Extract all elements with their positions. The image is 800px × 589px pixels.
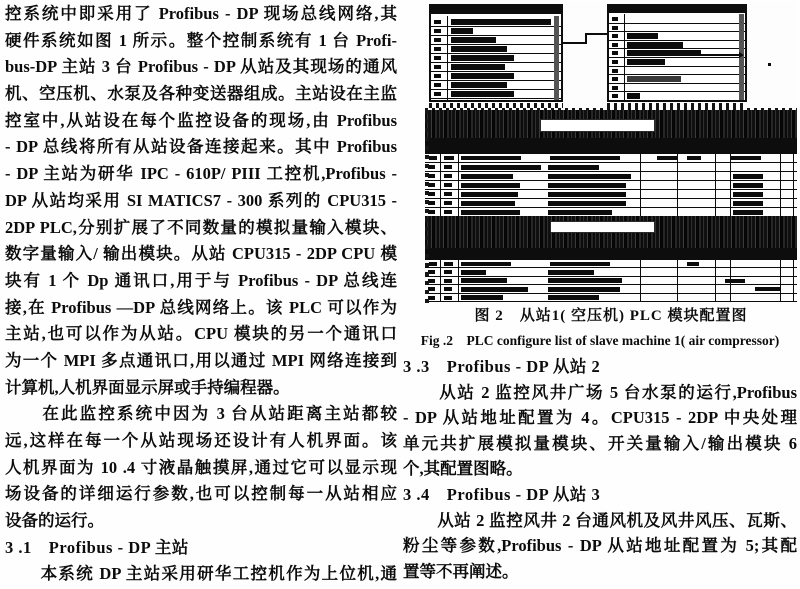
rack-row-divider <box>431 53 561 54</box>
table-grid-line <box>715 153 716 217</box>
slot-number-mark <box>434 74 441 78</box>
column-header-text-bit <box>550 156 620 160</box>
module-name-bar <box>451 28 473 34</box>
row-icon-mark <box>428 192 435 196</box>
rack-row-divider <box>609 83 745 84</box>
address-text-bit <box>755 287 781 291</box>
text-line: 单元共扩展模拟量模块、开关量输入/输出模块 6 <box>403 433 797 453</box>
rack-row-divider <box>609 23 745 24</box>
address-text-bit <box>733 174 763 179</box>
slot-number-mark <box>444 210 452 214</box>
column-header-text-bit <box>550 262 610 266</box>
module-name-bar <box>461 270 486 275</box>
figure-caption-english: Fig .2 PLC configure list of slave machine 1( air compressor) <box>420 333 780 348</box>
table-rule <box>425 267 797 268</box>
text-line: 粉尘等参数,Profibus - DP 从站地址配置为 5;其配 <box>403 536 797 556</box>
rack-row-divider <box>431 98 561 99</box>
slot-number-mark <box>434 56 441 60</box>
order-number-bar <box>548 192 626 198</box>
module-name-bar <box>461 287 528 292</box>
profibus-connector-line <box>563 42 587 44</box>
table-row-divider <box>425 293 797 294</box>
text-line: 场设备的详细运行参数,也可以控制每一从站相应 <box>5 484 397 504</box>
right-text-column <box>403 354 797 584</box>
text-line: bus-DP 主站 3 台 Profibus - DP 从站及其现场的通风 <box>5 57 397 77</box>
text-line: 本系统 DP 主站采用研华工控机作为上位机,通 <box>5 564 397 584</box>
table-grid-line <box>780 260 781 302</box>
profibus-connector-line <box>585 34 587 44</box>
table-grid-line <box>793 153 794 217</box>
table-row-divider <box>425 180 797 181</box>
rack-row-divider <box>609 66 745 67</box>
address-text-bit <box>733 183 763 188</box>
slot-number-mark <box>434 47 441 51</box>
plc-config-screenshot-figure <box>425 2 797 305</box>
order-number-bar <box>548 210 612 216</box>
rack-grid-line <box>447 16 448 100</box>
module-name-bar <box>451 46 507 52</box>
row-icon-mark <box>428 287 435 291</box>
row-icon-mark <box>428 270 435 274</box>
table-top-rule <box>425 153 797 154</box>
order-number-bar <box>548 183 626 189</box>
text-line: 远,这样在每一个从站现场还设计有人机界面。该 <box>5 431 397 450</box>
address-text-bit <box>725 279 745 283</box>
text-line: 接,在 Profibus —DP 总线网络上。该 PLC 可以作为 <box>5 297 397 317</box>
module-name-bar <box>461 201 515 207</box>
address-text-bit <box>733 192 763 197</box>
module-name-bar <box>451 19 551 25</box>
rack-row-divider <box>431 62 561 63</box>
slot-number-mark <box>444 270 452 274</box>
module-name-bar <box>461 174 513 180</box>
text-line: 块有 1 个 Dp 通讯口,用于与 Profibus - DP 总线连 <box>5 270 397 290</box>
slot-number-mark <box>434 92 441 96</box>
table-grid-line <box>458 260 459 302</box>
module-name-bar <box>461 295 503 300</box>
column-header-text-bit <box>444 156 454 160</box>
text-line: 在此监控系统中因为 3 台从站距离主站都较 <box>5 404 397 424</box>
row-icon-mark <box>428 183 435 187</box>
module-name-bar <box>451 37 496 43</box>
row-icon-mark <box>428 174 435 178</box>
slot-number-mark <box>444 287 452 291</box>
table-grid-line <box>458 153 459 217</box>
address-text-bit <box>733 201 763 206</box>
left-text-column <box>5 1 397 588</box>
slot-number-mark <box>612 26 618 30</box>
slot-number-mark <box>444 296 452 300</box>
text-line: - DP 从站地址配置为 4。CPU315 - 2DP 中央处理 <box>403 408 797 428</box>
column-header-text-bit <box>461 156 521 160</box>
text-line: 个,其配置图略。 <box>403 459 523 479</box>
module-name-bar <box>451 73 514 79</box>
slot-number-mark <box>444 192 452 196</box>
table-row-divider <box>425 198 797 199</box>
rack-window-right-titlebar <box>609 6 745 13</box>
rack-row-divider <box>609 100 745 101</box>
order-number-bar <box>548 295 599 300</box>
module-name-bar <box>461 165 541 171</box>
slot-number-mark <box>612 43 618 47</box>
row-icon-mark <box>428 201 435 205</box>
bus-arrow-head <box>739 52 744 58</box>
slot-number-mark <box>444 201 452 205</box>
text-line: 硬件系统如图 1 所示。整个控制系统有 1 台 Profi- <box>5 30 397 50</box>
slot-number-mark <box>612 34 618 38</box>
module-name-bar <box>627 59 665 65</box>
table-grid-line <box>440 260 441 302</box>
column-header-text-bit <box>687 262 699 266</box>
module-name-bar <box>627 42 683 48</box>
module-name-bar <box>451 55 514 61</box>
column-header-text-bit <box>657 156 677 160</box>
column-header-text-bit <box>687 156 701 160</box>
address-text-bit <box>733 210 763 215</box>
slot-number-mark <box>612 51 618 55</box>
row-icon-mark <box>428 279 435 283</box>
toolbar-white-label <box>550 221 655 233</box>
table-row-divider <box>425 276 797 277</box>
module-name-bar <box>461 210 520 216</box>
slot-number-mark <box>434 83 441 87</box>
slot-number-mark <box>612 17 618 21</box>
text-line: 计算机,人机界面显示屏或手持编程器。 <box>5 377 290 397</box>
text-line: - DP 主站为研华 IPC - 610P/ PIII 工控机,Profibus - <box>5 164 397 184</box>
rack-row-divider <box>431 89 561 90</box>
row-icon-mark <box>428 165 435 169</box>
scrollbar-strip <box>554 16 559 100</box>
column-header-text-bit <box>461 262 511 266</box>
slot-number-mark <box>444 183 452 187</box>
text-line: 控室中,从站设在每个监控设备的现场,由 Profibus <box>5 110 397 130</box>
slot-number-mark <box>434 20 441 24</box>
table-row-divider <box>425 207 797 208</box>
rack-row-divider <box>609 48 745 49</box>
module-name-bar <box>461 278 507 283</box>
table-row-divider <box>425 301 797 302</box>
rack-row-divider <box>609 40 745 41</box>
order-number-bar <box>548 165 599 171</box>
table-grid-line <box>715 260 716 302</box>
order-number-bar <box>548 270 594 275</box>
slot-number-mark <box>612 69 618 73</box>
rack-row-divider <box>609 57 745 58</box>
rack-row-divider <box>431 80 561 81</box>
toolbar-white-label <box>540 119 655 132</box>
figure-caption-chinese: 图 2 从站1( 空压机) PLC 模块配置图 <box>474 308 748 324</box>
text-line: 从站 2 监控风井 2 台通风机及风井风压、瓦斯、 <box>403 510 797 530</box>
rack-row-divider <box>431 26 561 27</box>
slot-number-mark <box>444 174 452 178</box>
column-header-text-bit <box>731 156 761 160</box>
table-grid-line <box>440 153 441 217</box>
rack-row-divider <box>609 74 745 75</box>
order-number-bar <box>548 287 620 292</box>
module-name-bar <box>627 76 681 82</box>
table-grid-line <box>793 260 794 302</box>
table-grid-line <box>730 260 731 302</box>
table-header-band <box>425 248 797 260</box>
table-row-divider <box>425 284 797 285</box>
order-number-bar <box>548 201 626 207</box>
text-line: 人机界面为 10 .4 寸液晶触摸屏,通过它可以显示现 <box>5 457 397 477</box>
column-header-text-bit <box>429 156 437 160</box>
rack-row-divider <box>609 31 745 32</box>
rack-row-divider <box>431 44 561 45</box>
module-name-bar <box>461 183 520 189</box>
row-icon-mark <box>428 296 435 300</box>
slot-number-mark <box>434 65 441 69</box>
slot-number-mark <box>612 86 618 90</box>
text-line: - DP 总线将所有从站设备连接起来。其中 Profibus <box>5 137 397 157</box>
table-row-divider <box>425 189 797 190</box>
rack-window-left-titlebar <box>431 6 561 14</box>
text-line: 设备的运行。 <box>5 511 104 531</box>
module-name-bar <box>627 93 640 99</box>
slot-number-mark <box>612 77 618 81</box>
slot-number-mark <box>434 29 441 33</box>
column-header-text-bit <box>444 262 453 266</box>
slot-number-mark <box>434 38 441 42</box>
table-grid-line <box>677 153 678 217</box>
module-name-bar <box>451 91 514 97</box>
table-rule <box>425 162 797 163</box>
rack-grid-line <box>624 14 625 100</box>
text-line: 2DP PLC,分别扩展了不同数量的模拟量输入模块、 <box>5 217 397 237</box>
profibus-connector-line <box>585 33 607 35</box>
text-line: 为一个 MPI 多点通讯口,用以通过 MPI 网络连接到 <box>5 350 397 370</box>
slot-number-mark <box>612 94 618 98</box>
rack-row-divider <box>431 71 561 72</box>
text-line: 从站 2 监控风井广场 5 台水泵的运行,Profibus <box>403 382 797 402</box>
rack-row-divider <box>431 35 561 36</box>
slot-number-mark <box>444 165 452 169</box>
module-name-bar <box>627 33 658 39</box>
stray-dot <box>768 63 771 66</box>
text-line: 主站,也可以作为从站。CPU 模块的另一个通讯口 <box>5 324 397 344</box>
slot-number-mark <box>444 279 452 283</box>
bus-arrow-line <box>687 54 739 56</box>
text-line: 控系统中即采用了 Profibus - DP 现场总线网络,其 <box>5 4 397 23</box>
table-grid-line <box>677 260 678 302</box>
table-grid-line <box>780 153 781 217</box>
table-grid-line <box>640 153 641 217</box>
text-line: 机、空压机、水泵及各种变送器组成。主站设在主监 <box>5 84 397 104</box>
module-name-bar <box>451 82 507 88</box>
section-heading: 3 .4 Profibus - DP 从站 3 <box>403 484 601 504</box>
table-row-divider <box>425 171 797 172</box>
text-line: 置等不再阐述。 <box>403 561 519 581</box>
order-number-bar <box>548 278 622 283</box>
scan-left-edge-dashes <box>425 110 429 303</box>
row-icon-mark <box>428 210 435 214</box>
column-header-text-bit <box>429 262 437 266</box>
table-header-band <box>425 138 797 153</box>
module-name-bar <box>461 192 518 198</box>
order-number-bar <box>548 174 631 180</box>
section-heading: 3 .1 Profibus - DP 主站 <box>5 537 189 557</box>
table-grid-line <box>640 260 641 302</box>
section-heading: 3 .3 Profibus - DP 从站 2 <box>403 357 601 376</box>
table-grid-line <box>730 153 731 217</box>
module-name-bar <box>451 64 505 70</box>
text-line: DP 从站均采用 SI MATICS7 - 300 系列的 CPU315 - <box>5 190 397 210</box>
text-line: 数字量输入/ 输出模块。从站 CPU315 - 2DP CPU 模 <box>5 244 397 264</box>
slot-number-mark <box>612 60 618 64</box>
rack-row-divider <box>609 91 745 92</box>
